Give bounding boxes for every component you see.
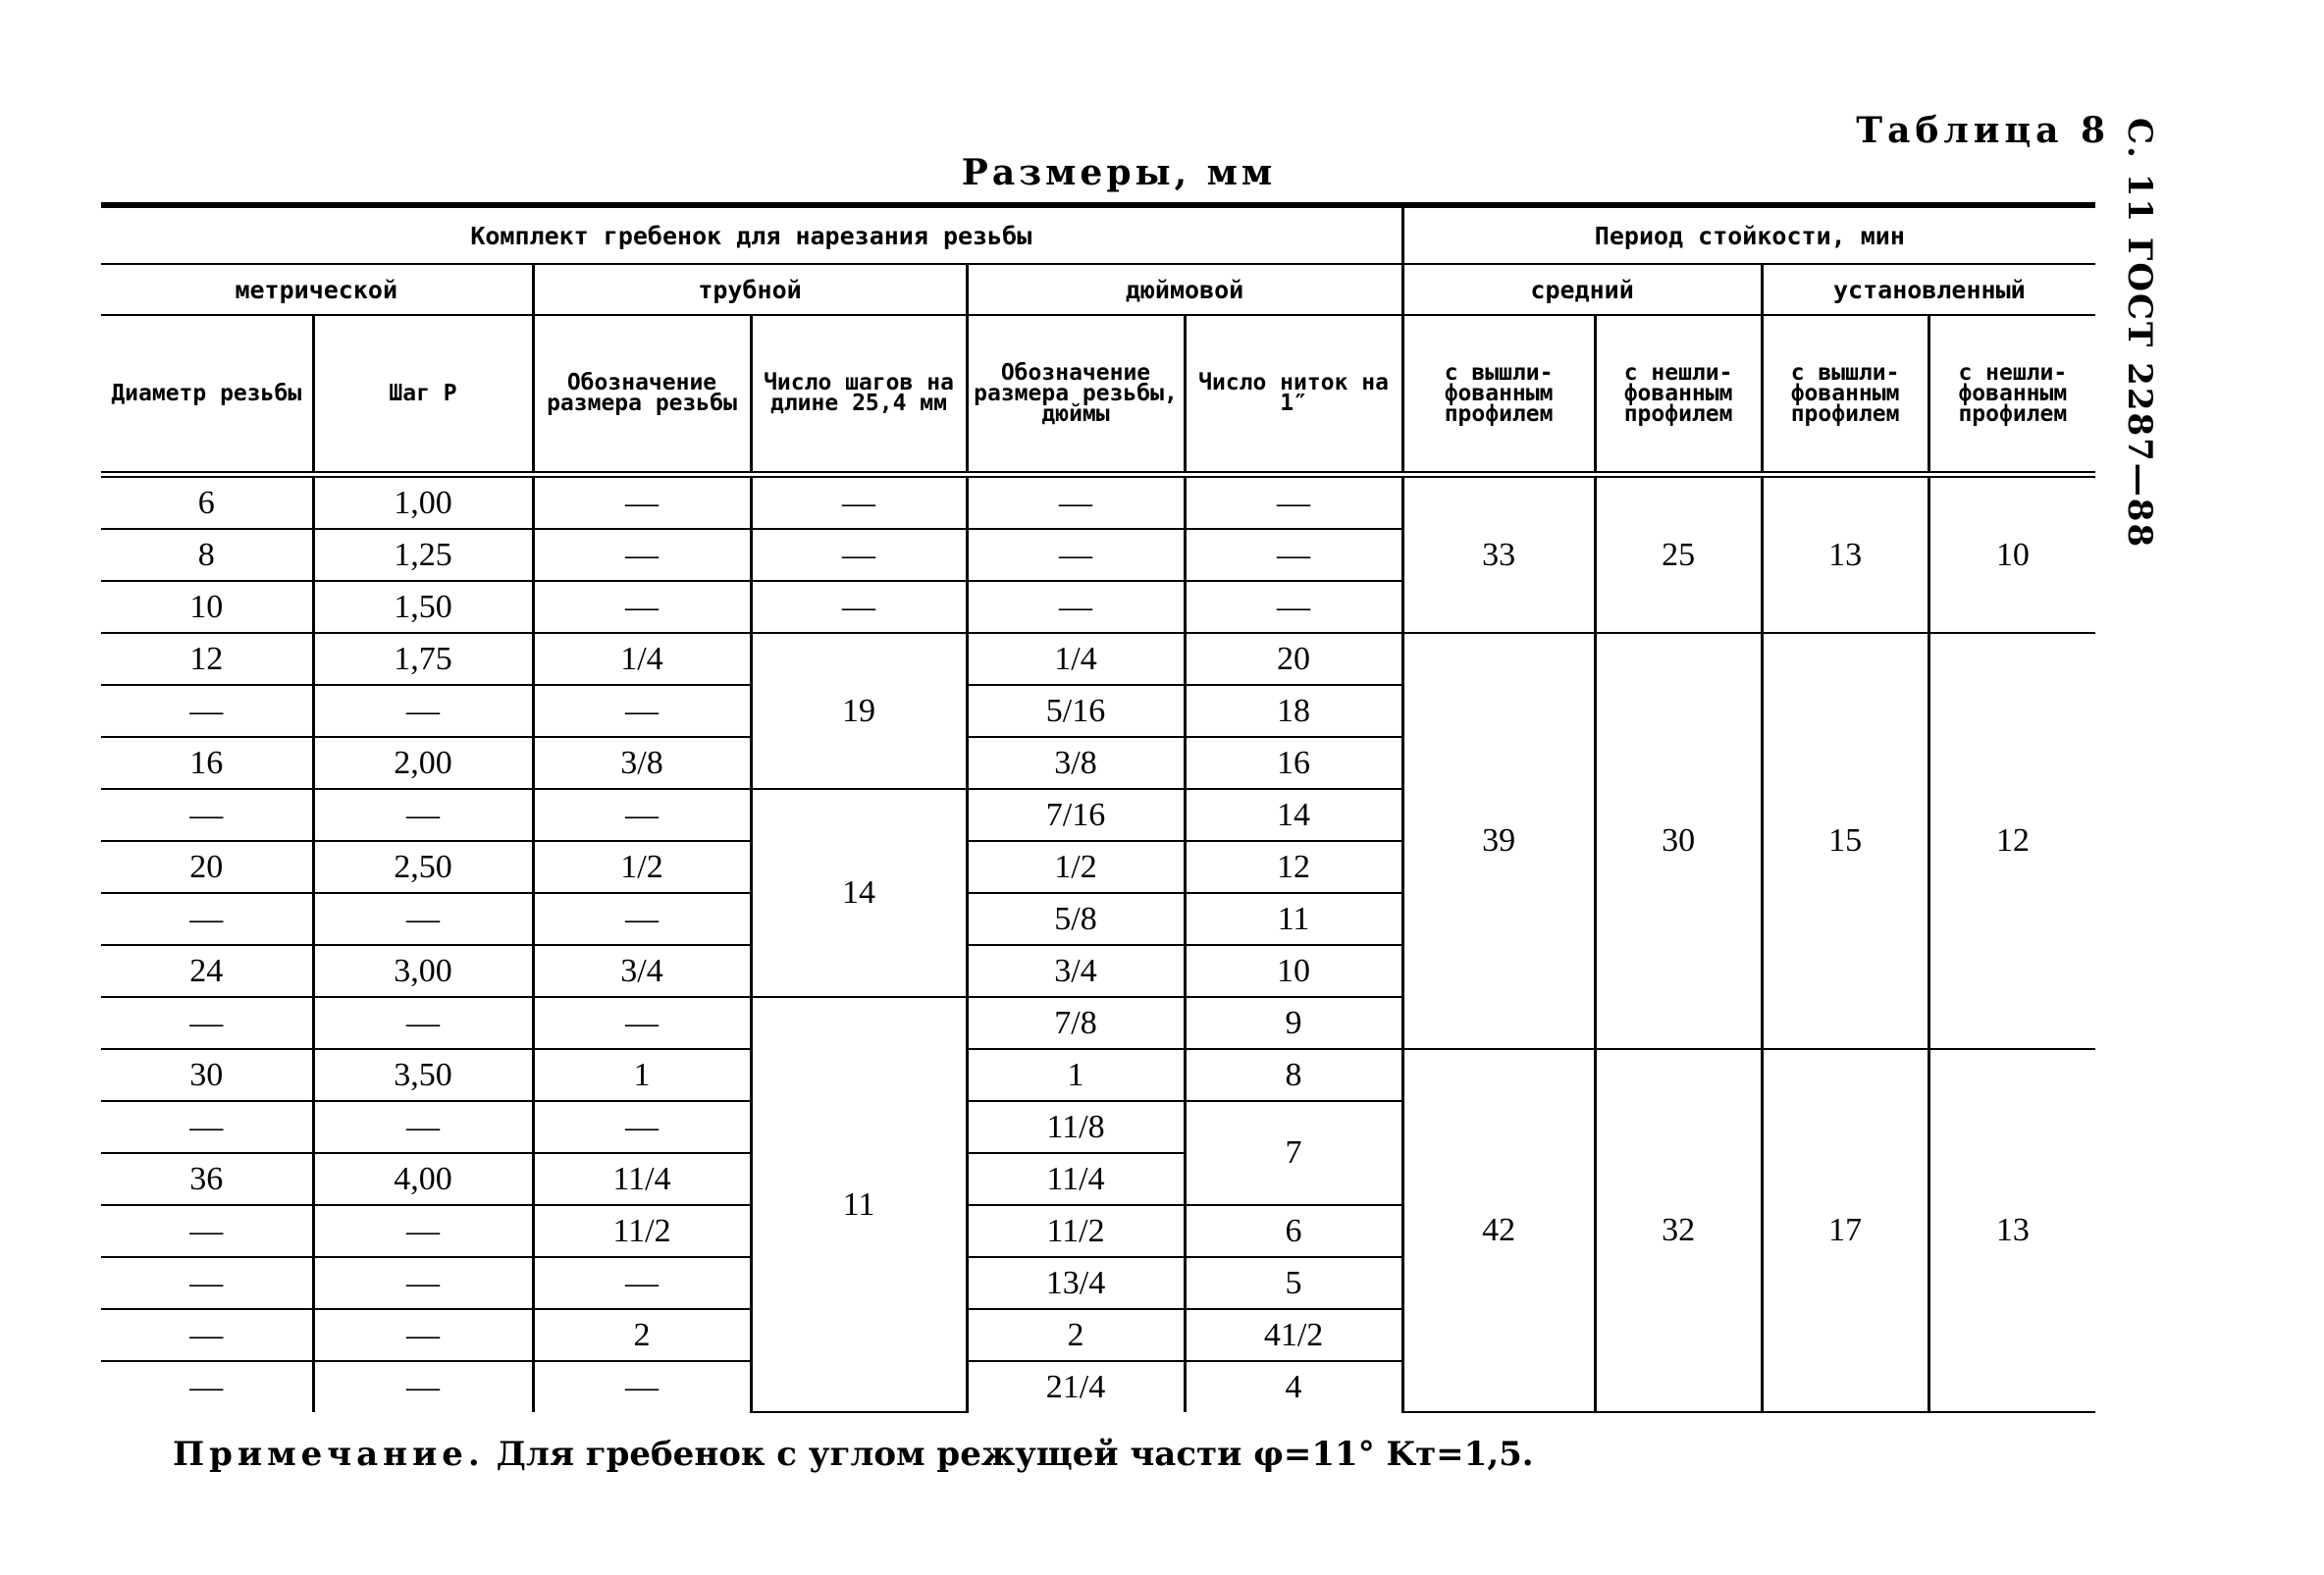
cell-inch-size: 2 [967,1309,1185,1361]
cell-inch-size: 11/8 [967,1101,1185,1153]
cell-pitch: 4,00 [313,1153,533,1205]
cell-diameter: — [101,1205,313,1257]
cell-inch-threads: 6 [1185,1205,1402,1257]
cell-diameter: 12 [101,633,313,685]
header-pipe: трубной [533,264,967,315]
note-text: Для гребенок с углом режущей части φ=11° Kт=1,5. [496,1435,1534,1474]
table-subtitle: Размеры, мм [961,152,1277,193]
col-header-inch-threads: Число ниток на 1″ [1185,315,1402,475]
cell-inch-size: 7/8 [967,997,1185,1049]
header-metric: метрической [101,264,533,315]
cell-diameter: — [101,789,313,841]
cell-inch-threads: — [1185,581,1402,633]
cell-inch-size: — [967,475,1185,530]
cell-inch-threads: 4 [1185,1361,1402,1412]
cell-inch-threads: 12 [1185,841,1402,893]
cell-inch-size: 1 [967,1049,1185,1101]
cell-pipe-steps: — [751,581,967,633]
cell-est-ground: 15 [1762,633,1928,1049]
header-average: средний [1402,264,1762,315]
cell-pitch: — [313,1101,533,1153]
cell-pipe-size: 11/4 [533,1153,751,1205]
table-body [101,475,2095,1413]
cell-pitch: — [313,893,533,945]
cell-inch-threads: 14 [1185,789,1402,841]
cell-diameter: 6 [101,475,313,530]
cell-inch-size: 5/8 [967,893,1185,945]
cell-diameter: 20 [101,841,313,893]
cell-diameter: — [101,685,313,737]
cell-pipe-size: 3/8 [533,737,751,789]
cell-pipe-size: 1 [533,1049,751,1101]
page-side-header: С. 11 ГОСТ 2287—88 [2120,118,2159,550]
cell-avg-unground: 30 [1595,633,1762,1049]
col-header-avg-ground: с вышли-фованным профилем [1402,315,1595,475]
cell-pipe-size: — [533,997,751,1049]
cell-pitch: — [313,1257,533,1309]
cell-diameter: 16 [101,737,313,789]
cell-avg-ground: 39 [1402,633,1595,1049]
cell-avg-ground: 33 [1402,475,1595,634]
cell-est-ground: 13 [1762,475,1928,634]
cell-est-ground: 17 [1762,1049,1928,1412]
cell-pipe-steps: — [751,529,967,581]
cell-pitch: 1,50 [313,581,533,633]
cell-avg-ground: 42 [1402,1049,1595,1412]
cell-diameter: 24 [101,945,313,997]
cell-est-unground: 10 [1928,475,2095,634]
col-header-pipe-size: Обозначение размера резьбы [533,315,751,475]
header-service-life: Период стойкости, мин [1402,205,2095,264]
cell-diameter: 36 [101,1153,313,1205]
cell-inch-size: 11/2 [967,1205,1185,1257]
cell-pitch: — [313,1361,533,1412]
cell-pipe-size: — [533,685,751,737]
cell-pipe-size: — [533,1101,751,1153]
cell-diameter: 8 [101,529,313,581]
col-header-avg-unground: с нешли-фованным профилем [1595,315,1762,475]
cell-inch-threads: 18 [1185,685,1402,737]
cell-inch-threads: 8 [1185,1049,1402,1101]
cell-pitch: — [313,1309,533,1361]
cell-pipe-size: 1/2 [533,841,751,893]
cell-inch-threads: 16 [1185,737,1402,789]
cell-pitch: 2,50 [313,841,533,893]
cell-diameter: — [101,1361,313,1412]
col-header-est-ground: с вышли-фованным профилем [1762,315,1928,475]
cell-inch-threads: 7 [1185,1101,1402,1205]
cell-inch-size: — [967,529,1185,581]
cell-diameter: 30 [101,1049,313,1101]
cell-pitch: 1,75 [313,633,533,685]
cell-diameter: — [101,893,313,945]
cell-pipe-size: — [533,529,751,581]
cell-diameter: — [101,1101,313,1153]
cell-inch-size: — [967,581,1185,633]
cell-pipe-size: — [533,893,751,945]
col-header-diameter: Диаметр резьбы [101,315,313,475]
cell-pipe-size: — [533,1361,751,1412]
cell-est-unground: 13 [1928,1049,2095,1412]
cell-pitch: 2,00 [313,737,533,789]
cell-pitch: 3,50 [313,1049,533,1101]
col-header-pipe-steps: Число шагов на длине 25,4 мм [751,315,967,475]
table-row [101,633,2095,685]
cell-inch-size: 3/8 [967,737,1185,789]
header-inch: дюймовой [967,264,1402,315]
table-row [101,475,2095,530]
cell-inch-threads: — [1185,475,1402,530]
cell-pipe-size: — [533,789,751,841]
cell-pitch: — [313,685,533,737]
cell-inch-size: 13/4 [967,1257,1185,1309]
cell-inch-threads: 20 [1185,633,1402,685]
table-row [101,1049,2095,1101]
cell-diameter: 10 [101,581,313,633]
cell-inch-size: 1/4 [967,633,1185,685]
cell-inch-size: 3/4 [967,945,1185,997]
cell-inch-size: 5/16 [967,685,1185,737]
cell-inch-size: 11/4 [967,1153,1185,1205]
cell-pitch: — [313,997,533,1049]
cell-pipe-size: 3/4 [533,945,751,997]
cell-inch-threads: 5 [1185,1257,1402,1309]
cell-diameter: — [101,997,313,1049]
cell-inch-size: 7/16 [967,789,1185,841]
cell-pipe-size: 11/2 [533,1205,751,1257]
cell-pipe-size: 2 [533,1309,751,1361]
cell-pipe-steps: — [751,475,967,530]
table-caption: Таблица 8 [1856,110,2110,151]
cell-diameter: — [101,1257,313,1309]
cell-diameter: — [101,1309,313,1361]
cell-avg-unground: 25 [1595,475,1762,634]
cell-pipe-size: 1/4 [533,633,751,685]
cell-pipe-size: — [533,581,751,633]
cell-pitch: — [313,789,533,841]
cell-pipe-size: — [533,475,751,530]
cell-pipe-steps: 19 [751,633,967,789]
header-established: установленный [1762,264,2095,315]
header-comb-set: Комплект гребенок для нарезания резьбы [101,205,1402,264]
col-header-pitch: Шаг P [313,315,533,475]
cell-pitch: — [313,1205,533,1257]
cell-pipe-steps: 14 [751,789,967,997]
table-note [173,1435,1534,1474]
cell-inch-threads: 10 [1185,945,1402,997]
cell-inch-threads: 11 [1185,893,1402,945]
cell-inch-size: 1/2 [967,841,1185,893]
col-header-inch-size: Обозначение размера резьбы, дюймы [967,315,1185,475]
cell-pitch: 3,00 [313,945,533,997]
col-header-est-unground: с нешли-фованным профилем [1928,315,2095,475]
cell-inch-threads: — [1185,529,1402,581]
cell-inch-threads: 41/2 [1185,1309,1402,1361]
note-lead: Примечание. [173,1435,485,1474]
cell-pitch: 1,25 [313,529,533,581]
cell-avg-unground: 32 [1595,1049,1762,1412]
cell-inch-size: 21/4 [967,1361,1185,1412]
cell-est-unground: 12 [1928,633,2095,1049]
cell-pipe-steps: 11 [751,997,967,1412]
cell-pipe-size: — [533,1257,751,1309]
cell-pitch: 1,00 [313,475,533,530]
thread-comb-table [101,202,2095,1413]
cell-inch-threads: 9 [1185,997,1402,1049]
